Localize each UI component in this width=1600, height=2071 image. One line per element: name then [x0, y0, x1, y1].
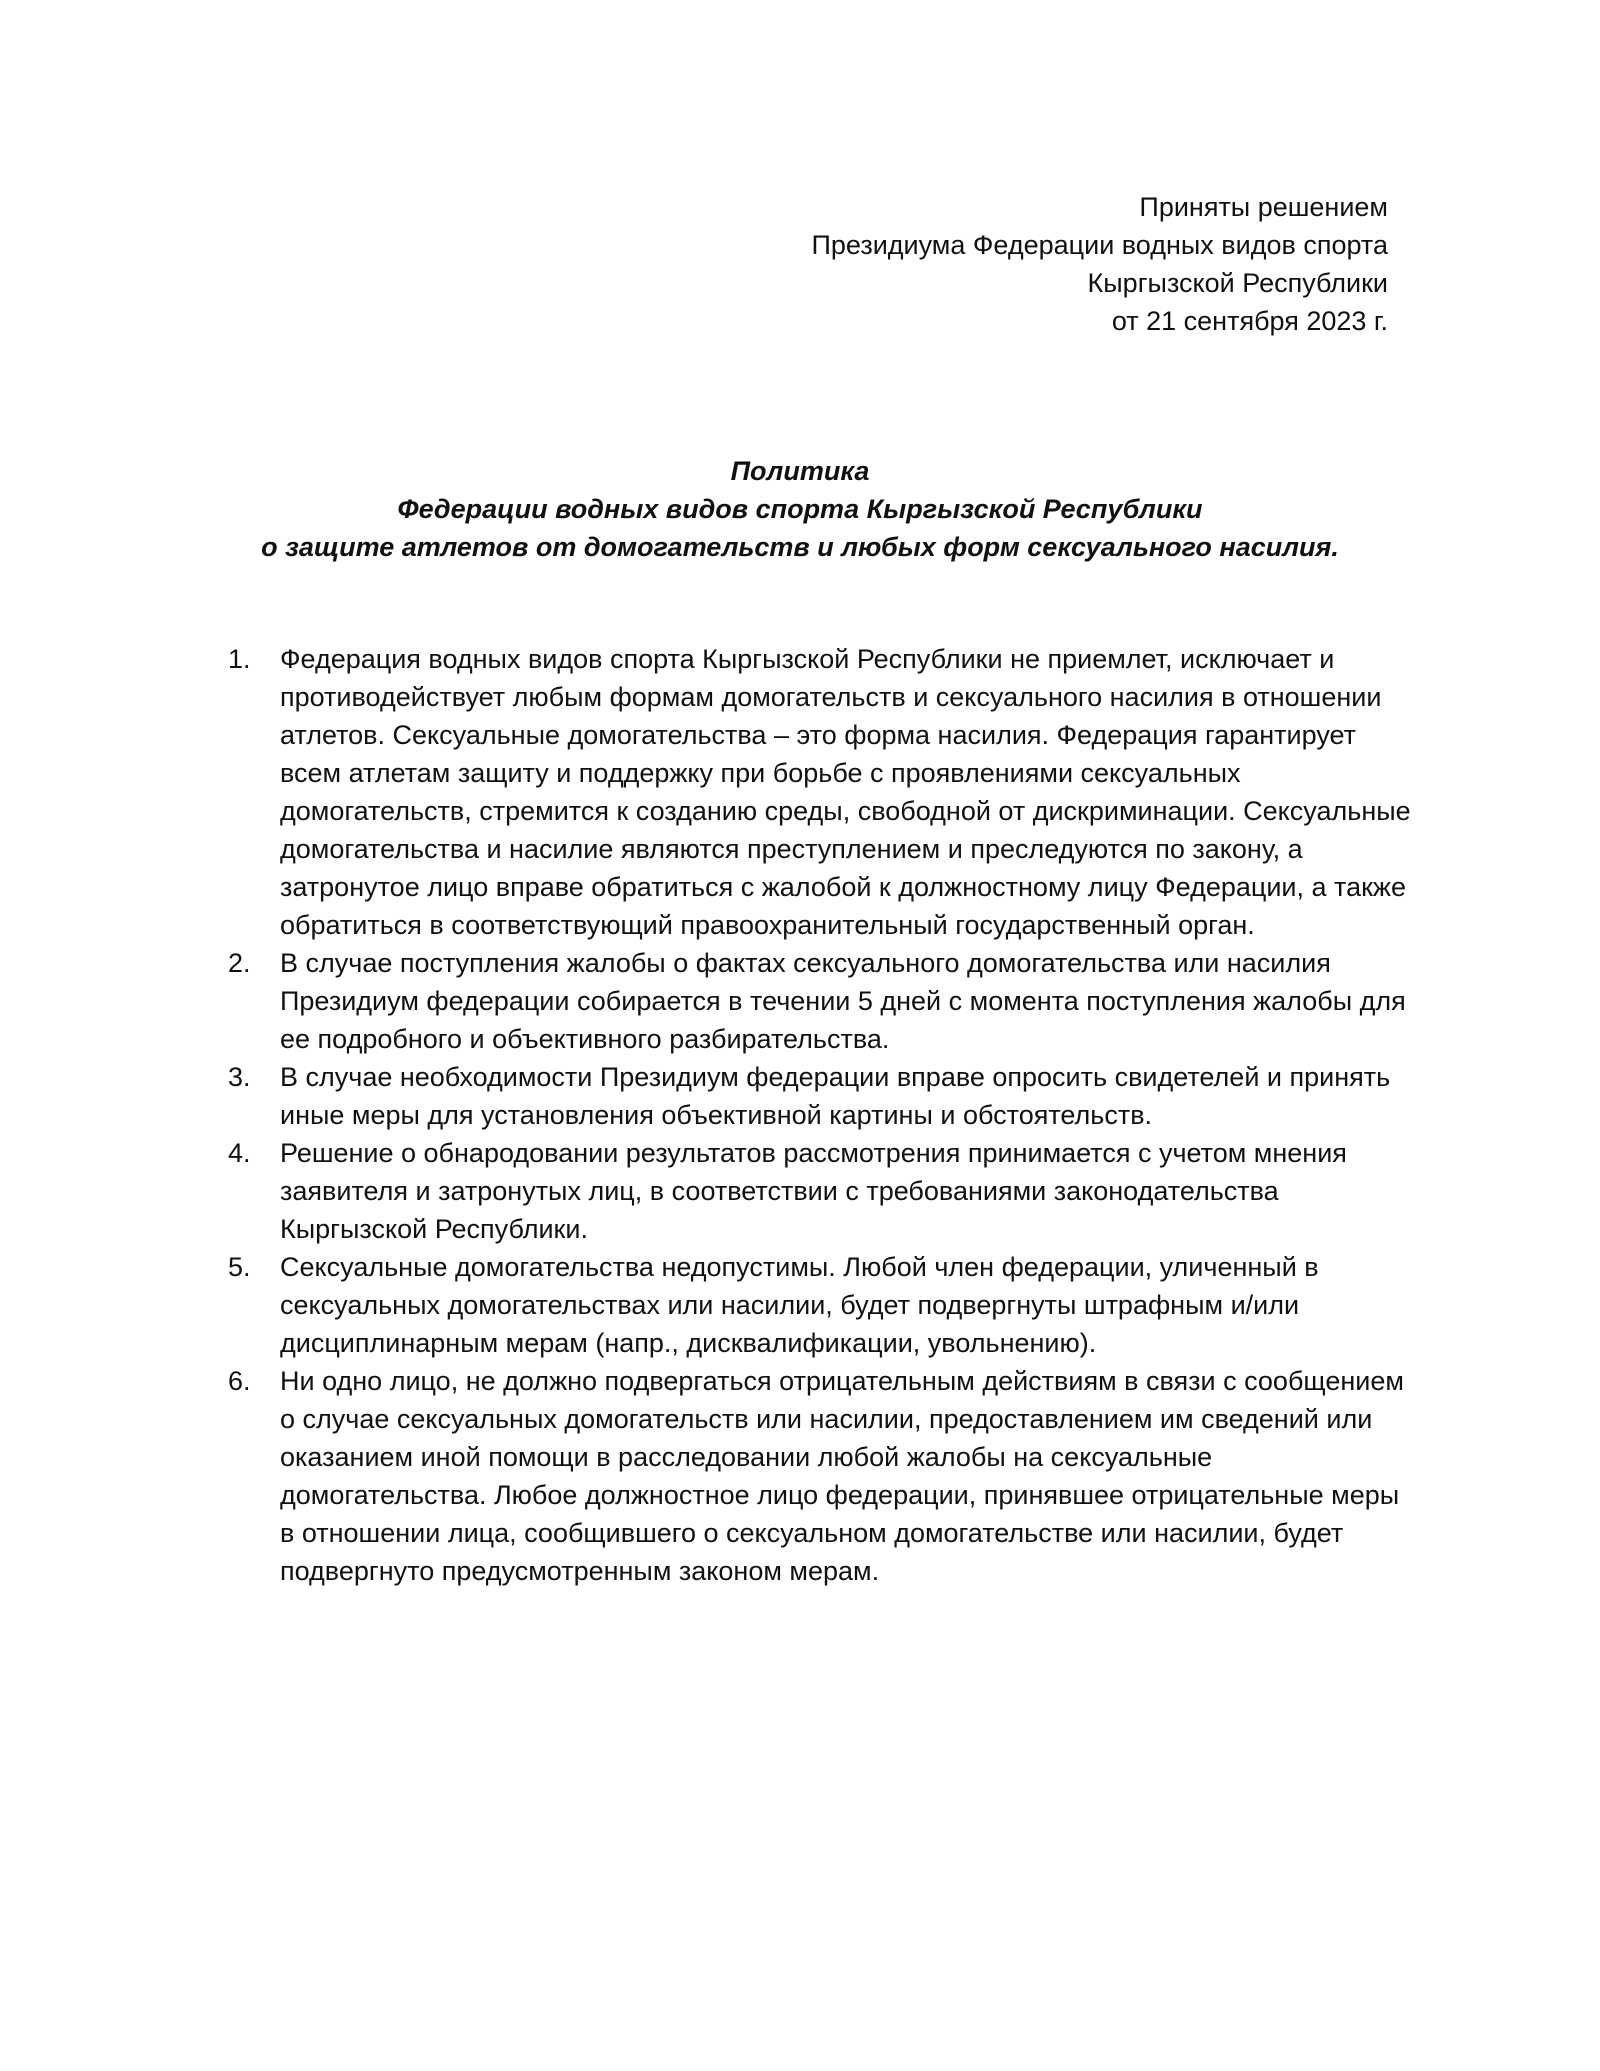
list-item: [228, 1248, 1418, 1362]
item-text: Ни одно лицо, не должно подвергаться отрицательным действиям в связи с сообщением о случае сексуальных домогательств или насилии, предоставлением им сведений или оказанием иной помощи в расследовании любой жалобы на сексуальные домогательства. Любое должностное лицо федерации, принявшее отрицательные меры в отношении лица, сообщившего о сексуальном домогательстве или насилии, будет подвергнуто предусмотренным законом мерам.: [280, 1366, 1404, 1586]
policy-items-list: [228, 640, 1418, 1590]
item-number: 5.: [228, 1252, 251, 1282]
list-item: [228, 1362, 1418, 1590]
item-number: 4.: [228, 1138, 251, 1168]
approval-date: от 21 сентября 2023 г.: [1111, 306, 1388, 336]
item-number: 1.: [228, 644, 251, 674]
item-text: В случае необходимости Президиум федерации вправе опросить свидетелей и принять иные меры для установления объективной картины и обстоятельств.: [280, 1062, 1391, 1130]
item-number: 6.: [228, 1366, 251, 1396]
item-text: Федерация водных видов спорта Кыргызской Республики не приемлет, исключает и противодействует любым формам домогательств и сексуального насилия в отношении атлетов. Сексуальные домогательства – это форма насилия. Федерация гарантирует всем атлетам защиту и поддержку при борьбе с проявлениями сексуальных домогательств, стремится к созданию среды, свободной от дискриминации. Сексуальные домогательства и насилие являются преступлением и преследуются по закону, а затронутое лицо вправе обратиться с жалобой к должностному лицу Федерации, а также обратиться в соответствующий правоохранительный государственный орган.: [280, 644, 1411, 940]
item-text: Решение о обнародовании результатов рассмотрения принимается с учетом мнения заявителя и затронутых лиц, в соответствии с требованиями законодательства Кыргызской Республики.: [280, 1138, 1347, 1244]
title-line: Политика: [730, 456, 870, 486]
item-text: В случае поступления жалобы о фактах сексуального домогательства или насилия Президиум федерации собирается в течении 5 дней с момента поступления жалобы для ее подробного и объективного разбирательства.: [280, 948, 1406, 1054]
item-text: Сексуальные домогательства недопустимы. Любой член федерации, уличенный в сексуальных домогательствах или насилии, будет подвергнуты штрафным и/или дисциплинарным мерам (напр., дисквалификации, увольнению).: [280, 1252, 1319, 1358]
approval-line: Кыргызской Республики: [1087, 268, 1388, 298]
approval-line: Приняты решением: [1139, 192, 1388, 222]
document-title: [0, 452, 1600, 566]
title-line: о защите атлетов от домогательств и любых форм сексуального насилия.: [261, 532, 1339, 562]
list-item: [228, 944, 1418, 1058]
list-item: [228, 640, 1418, 944]
list-item: [228, 1134, 1418, 1248]
title-line: Федерации водных видов спорта Кыргызской Республики: [397, 494, 1203, 524]
item-number: 3.: [228, 1062, 251, 1092]
item-number: 2.: [228, 948, 251, 978]
list-item: [228, 1058, 1418, 1134]
approval-block: [811, 188, 1388, 340]
approval-line: Президиума Федерации водных видов спорта: [811, 230, 1388, 260]
